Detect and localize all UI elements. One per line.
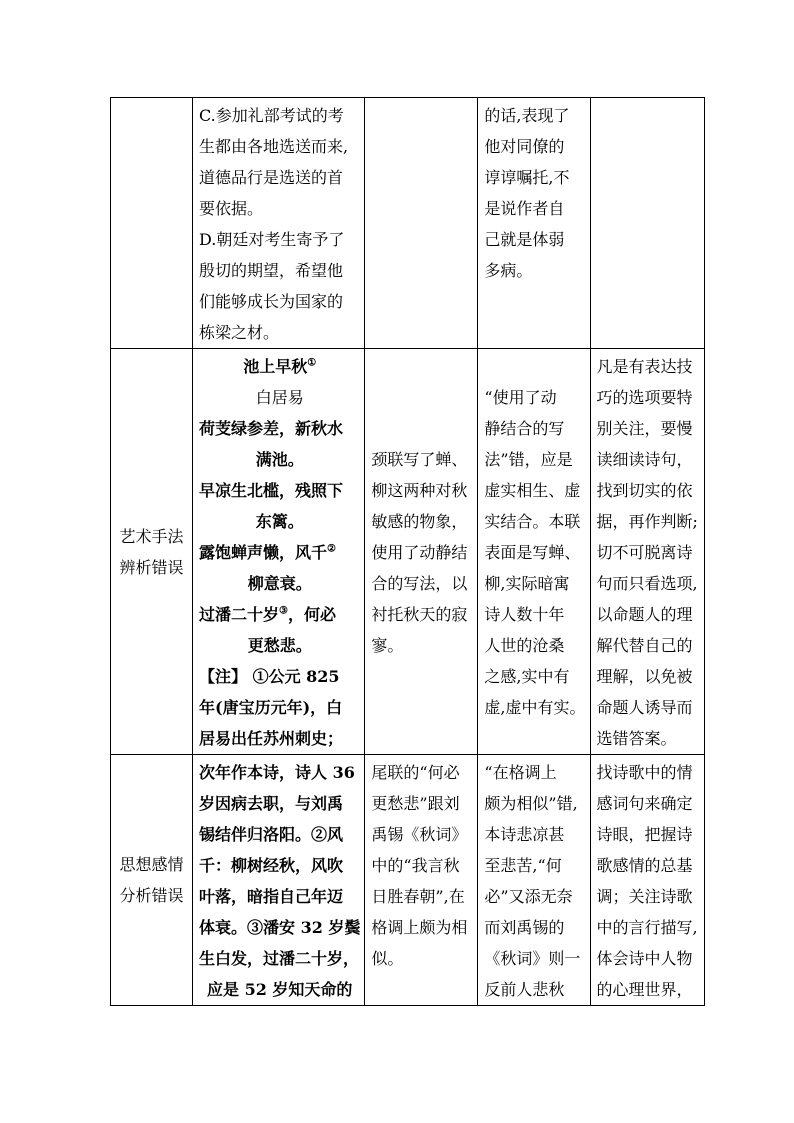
analysis-line: 反前人悲秋	[484, 980, 565, 999]
poem-line: 东篱。	[255, 512, 304, 531]
tips-line: 理解，以免被	[596, 667, 693, 686]
poem-line: 早凉生北槛，残照下	[199, 481, 344, 500]
tips-line: 凡是有表达技	[596, 357, 693, 376]
notes-line: 【注】 ①公元 825	[199, 667, 340, 686]
tips-line: 感词句来确定	[596, 794, 693, 813]
tips-line: 诗眼，把握诗	[596, 825, 693, 844]
analysis-line: 法”错，应是	[484, 450, 573, 469]
passage-line: 生都由各地选送而来,	[199, 137, 349, 156]
tips-line: 找到切实的依	[596, 481, 693, 500]
notes-line: 千：柳树经秋，风吹	[199, 856, 344, 875]
example-cell	[365, 755, 478, 1006]
passage-line: 道德品行是选送的首	[199, 168, 344, 187]
analysis-line: 《秋词》则一	[484, 949, 581, 968]
tips-line: 中的言行描写,	[596, 918, 698, 937]
analysis-line: 颇为相似”错,	[484, 794, 578, 813]
tips-line: 以命题人的理	[596, 605, 693, 624]
tips-line: 命题人诱导而	[596, 698, 693, 717]
example-line: 日胜春朝”,在	[371, 887, 465, 906]
poem-title: 池上早秋①	[243, 357, 317, 376]
tips-line: 切不可脱离诗	[596, 543, 693, 562]
example-cell	[365, 349, 478, 755]
category-label: 辨析错误	[119, 557, 184, 577]
poem-line: 露饱蝉声懒，风千②	[199, 543, 336, 562]
analysis-cell	[478, 349, 590, 755]
analysis-cell	[478, 755, 590, 1006]
category-label: 分析错误	[119, 886, 184, 905]
poem-line: 更愁悲。	[247, 636, 312, 655]
notes-line: 锡结伴归洛阳。②风	[199, 825, 344, 844]
example-line: 颈联写了蝉、	[371, 450, 468, 469]
analysis-line: 谆谆嘱托,不	[484, 168, 570, 187]
passage-line: 殷切的期望，希望他	[199, 261, 344, 280]
notes-line: 体衰。③潘安 32 岁鬓	[199, 918, 361, 937]
analysis-line: 至悲苦,“何	[484, 856, 562, 875]
tips-line: 选错答案。	[596, 729, 677, 748]
analysis-line: “在格调上	[484, 763, 557, 782]
analysis-line: 虚实相生、虚	[484, 481, 581, 500]
analysis-line: 本诗悲凉甚	[484, 825, 565, 844]
passage-line: 们能够成长为国家的	[199, 292, 344, 311]
example-line: 似。	[371, 949, 404, 968]
analysis-line: 多病。	[484, 261, 533, 280]
category-cell-empty	[111, 98, 193, 349]
example-line: 合的写法，以	[371, 574, 468, 593]
notes-line: 岁因病去职，与刘禹	[199, 794, 344, 813]
category-label: 艺术手法	[119, 526, 184, 546]
footnote-mark: ①	[307, 357, 317, 369]
analysis-line: 己就是体弱	[484, 230, 565, 249]
poem-cell	[193, 349, 365, 755]
category-label: 思想感情	[119, 855, 184, 874]
tips-line: 据，再作判断;	[596, 512, 698, 531]
tips-line: 找诗歌中的情	[596, 763, 693, 782]
notes-line: 应是 52 岁知天命的	[207, 980, 353, 999]
category-cell	[111, 349, 193, 755]
tips-line: 的心理世界，	[596, 980, 693, 999]
notes-cell	[193, 755, 365, 1006]
poem-line: 荷芰绿参差，新秋水	[199, 419, 344, 438]
tips-line: 巧的选项要特	[596, 388, 693, 407]
example-line: 敏感的物象，	[371, 512, 468, 531]
notes-line: 居易出任苏州刺史；	[199, 729, 344, 748]
tips-line: 读细读诗句，	[596, 450, 693, 469]
analysis-line: 而刘禹锡的	[484, 918, 565, 937]
analysis-line: 之感,实中有	[484, 667, 570, 686]
tips-line: 别关注，要慢	[596, 419, 693, 438]
footnote-mark: ③	[279, 605, 288, 617]
analysis-line: 静结合的写	[484, 419, 565, 438]
example-cell-empty	[365, 98, 478, 349]
poem-author: 白居易	[255, 388, 304, 407]
analysis-line: “使用了动	[484, 388, 557, 407]
poem-line: 柳意衰。	[247, 574, 312, 593]
tips-line: 调；关注诗歌	[596, 887, 693, 906]
notes-line: 次年作本诗，诗人 36	[199, 763, 355, 782]
footnote-mark: ②	[327, 543, 336, 555]
example-line: 尾联的“何必	[371, 763, 460, 782]
analysis-line: 的话,表现了	[484, 106, 570, 125]
analysis-line: 柳,实际暗寓	[484, 574, 570, 593]
poem-line: 过潘二十岁③，何必	[199, 605, 336, 624]
example-line: 使用了动静结	[371, 543, 468, 562]
example-line: 格调上颇为相	[371, 918, 468, 937]
analysis-line: 他对同僚的	[484, 137, 565, 156]
notes-line: 叶落，暗指自己年迈	[199, 887, 344, 906]
passage-line: C.参加礼部考试的考	[199, 106, 344, 125]
example-line: 更愁悲”跟刘	[371, 794, 460, 813]
notes-line: 年(唐宝历元年)，白	[199, 698, 343, 717]
analysis-line: 是说作者自	[484, 199, 565, 218]
analysis-cell	[478, 98, 590, 349]
poem-line: 满池。	[255, 450, 304, 469]
passage-cell	[193, 98, 365, 349]
example-line: 中的“我言秋	[371, 856, 460, 875]
analysis-line: 人世的沧桑	[484, 636, 565, 655]
analysis-line: 虚,虚中有实。	[484, 698, 586, 717]
tips-line: 歌感情的总基	[596, 856, 693, 875]
tips-cell	[590, 349, 704, 755]
analysis-line: 表面是写蝉、	[484, 543, 581, 562]
tips-line: 体会诗中人物	[596, 949, 693, 968]
passage-line: 栋梁之材。	[199, 323, 280, 342]
analysis-line: 诗人数十年	[484, 605, 565, 624]
notes-line: 生白发，过潘二十岁，	[199, 949, 360, 968]
analysis-line: 实结合。本联	[484, 512, 581, 531]
table-row	[111, 755, 705, 1006]
example-line: 柳这两种对秋	[371, 481, 468, 500]
tips-line: 解代替自己的	[596, 636, 693, 655]
table-row	[111, 349, 705, 755]
passage-line: D.朝廷对考生寄予了	[199, 230, 345, 249]
analysis-line: 必”又添无奈	[484, 887, 573, 906]
tips-line: 句而只看选项,	[596, 574, 698, 593]
tips-cell-empty	[590, 98, 704, 349]
analysis-table	[110, 97, 705, 1006]
example-line: 寥。	[371, 636, 404, 655]
example-line: 禹锡《秋词》	[371, 825, 468, 844]
tips-cell	[590, 755, 704, 1006]
passage-line: 要依据。	[199, 199, 264, 218]
example-line: 衬托秋天的寂	[371, 605, 468, 624]
category-cell	[111, 755, 193, 1006]
table-row	[111, 98, 705, 349]
